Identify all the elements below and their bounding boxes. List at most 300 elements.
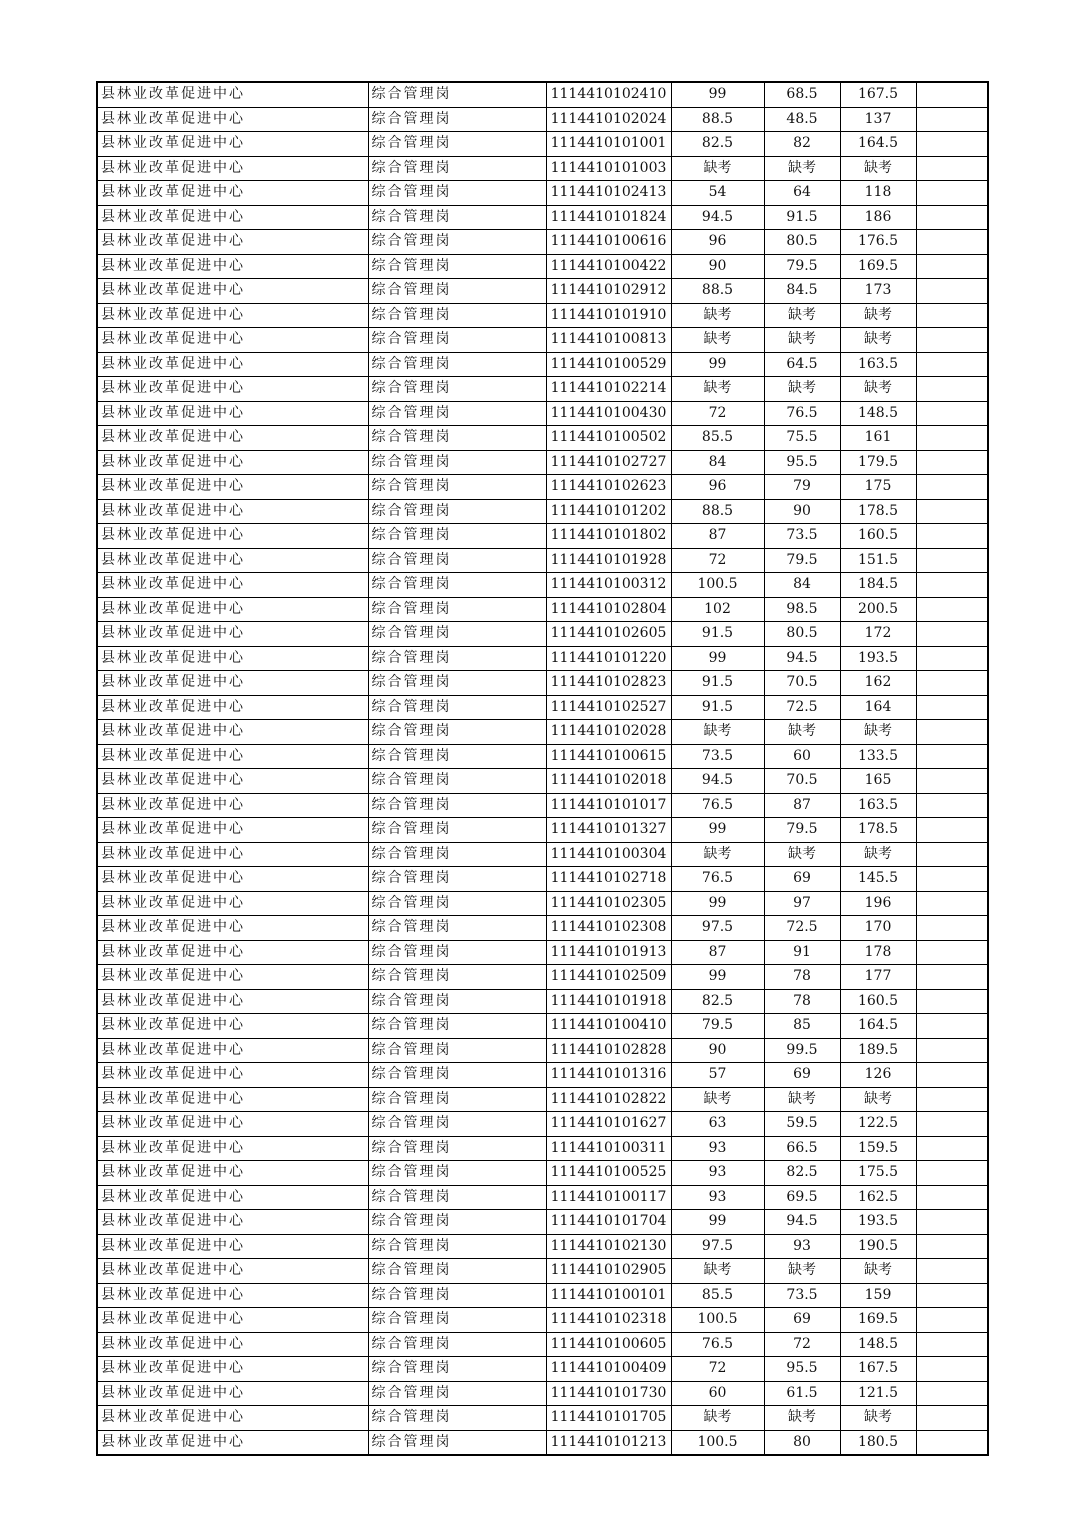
exam-id-cell: 1114410100529	[546, 352, 671, 377]
position-cell: 综合管理岗	[368, 1210, 546, 1235]
total-score-cell: 169.5	[840, 1308, 916, 1333]
total-score-cell: 148.5	[840, 1332, 916, 1357]
position-cell: 综合管理岗	[368, 1234, 546, 1259]
unit-cell: 县林业改革促进中心	[97, 548, 368, 573]
exam-id-cell: 1114410102413	[546, 181, 671, 206]
total-score-cell: 缺考	[840, 1259, 916, 1284]
remark-cell	[916, 965, 988, 990]
written-score-cell: 76.5	[671, 793, 764, 818]
table-row	[97, 1038, 988, 1063]
position-cell: 综合管理岗	[368, 720, 546, 745]
unit-cell: 县林业改革促进中心	[97, 1087, 368, 1112]
total-score-cell: 163.5	[840, 352, 916, 377]
total-score-cell: 196	[840, 891, 916, 916]
unit-cell: 县林业改革促进中心	[97, 1210, 368, 1235]
table-row	[97, 352, 988, 377]
unit-cell: 县林业改革促进中心	[97, 793, 368, 818]
table-row	[97, 1259, 988, 1284]
unit-cell: 县林业改革促进中心	[97, 303, 368, 328]
table-row	[97, 744, 988, 769]
total-score-cell: 175.5	[840, 1161, 916, 1186]
written-score-cell: 缺考	[671, 1259, 764, 1284]
remark-cell	[916, 842, 988, 867]
second-score-cell: 缺考	[764, 720, 840, 745]
second-score-cell: 缺考	[764, 1087, 840, 1112]
table-row	[97, 622, 988, 647]
written-score-cell: 79.5	[671, 1014, 764, 1039]
position-cell: 综合管理岗	[368, 1087, 546, 1112]
position-cell: 综合管理岗	[368, 867, 546, 892]
remark-cell	[916, 720, 988, 745]
remark-cell	[916, 328, 988, 353]
written-score-cell: 94.5	[671, 769, 764, 794]
total-score-cell: 175	[840, 475, 916, 500]
remark-cell	[916, 916, 988, 941]
written-score-cell: 缺考	[671, 720, 764, 745]
unit-cell: 县林业改革促进中心	[97, 1283, 368, 1308]
written-score-cell: 97.5	[671, 916, 764, 941]
exam-id-cell: 1114410102623	[546, 475, 671, 500]
unit-cell: 县林业改革促进中心	[97, 646, 368, 671]
position-cell: 综合管理岗	[368, 303, 546, 328]
written-score-cell: 100.5	[671, 1430, 764, 1455]
remark-cell	[916, 499, 988, 524]
written-score-cell: 93	[671, 1185, 764, 1210]
total-score-cell: 163.5	[840, 793, 916, 818]
table-row	[97, 1234, 988, 1259]
written-score-cell: 102	[671, 597, 764, 622]
table-row	[97, 1112, 988, 1137]
total-score-cell: 178	[840, 940, 916, 965]
total-score-cell: 118	[840, 181, 916, 206]
position-cell: 综合管理岗	[368, 548, 546, 573]
unit-cell: 县林业改革促进中心	[97, 205, 368, 230]
second-score-cell: 94.5	[764, 646, 840, 671]
position-cell: 综合管理岗	[368, 328, 546, 353]
position-cell: 综合管理岗	[368, 205, 546, 230]
remark-cell	[916, 230, 988, 255]
position-cell: 综合管理岗	[368, 793, 546, 818]
second-score-cell: 84.5	[764, 279, 840, 304]
position-cell: 综合管理岗	[368, 450, 546, 475]
table-row	[97, 1381, 988, 1406]
position-cell: 综合管理岗	[368, 1038, 546, 1063]
remark-cell	[916, 573, 988, 598]
total-score-cell: 缺考	[840, 1087, 916, 1112]
position-cell: 综合管理岗	[368, 1332, 546, 1357]
table-row	[97, 205, 988, 230]
exam-id-cell: 1114410102509	[546, 965, 671, 990]
second-score-cell: 73.5	[764, 1283, 840, 1308]
written-score-cell: 缺考	[671, 328, 764, 353]
second-score-cell: 59.5	[764, 1112, 840, 1137]
exam-id-cell: 1114410101003	[546, 156, 671, 181]
exam-id-cell: 1114410101017	[546, 793, 671, 818]
second-score-cell: 80	[764, 1430, 840, 1455]
unit-cell: 县林业改革促进中心	[97, 1357, 368, 1382]
position-cell: 综合管理岗	[368, 1161, 546, 1186]
score-table	[96, 81, 989, 1456]
written-score-cell: 82.5	[671, 132, 764, 157]
position-cell: 综合管理岗	[368, 1112, 546, 1137]
exam-id-cell: 1114410102905	[546, 1259, 671, 1284]
position-cell: 综合管理岗	[368, 1136, 546, 1161]
remark-cell	[916, 156, 988, 181]
second-score-cell: 缺考	[764, 156, 840, 181]
exam-id-cell: 1114410101928	[546, 548, 671, 573]
remark-cell	[916, 1038, 988, 1063]
exam-id-cell: 1114410102718	[546, 867, 671, 892]
position-cell: 综合管理岗	[368, 254, 546, 279]
remark-cell	[916, 793, 988, 818]
written-score-cell: 100.5	[671, 1308, 764, 1333]
table-row	[97, 377, 988, 402]
position-cell: 综合管理岗	[368, 156, 546, 181]
remark-cell	[916, 1259, 988, 1284]
total-score-cell: 173	[840, 279, 916, 304]
total-score-cell: 179.5	[840, 450, 916, 475]
unit-cell: 县林业改革促进中心	[97, 377, 368, 402]
second-score-cell: 70.5	[764, 769, 840, 794]
exam-id-cell: 1114410102318	[546, 1308, 671, 1333]
table-row	[97, 1430, 988, 1455]
written-score-cell: 72	[671, 1357, 764, 1382]
unit-cell: 县林业改革促进中心	[97, 916, 368, 941]
position-cell: 综合管理岗	[368, 401, 546, 426]
remark-cell	[916, 891, 988, 916]
unit-cell: 县林业改革促进中心	[97, 622, 368, 647]
second-score-cell: 73.5	[764, 524, 840, 549]
second-score-cell: 64	[764, 181, 840, 206]
unit-cell: 县林业改革促进中心	[97, 1406, 368, 1431]
exam-id-cell: 1114410101802	[546, 524, 671, 549]
total-score-cell: 缺考	[840, 720, 916, 745]
exam-id-cell: 1114410100616	[546, 230, 671, 255]
remark-cell	[916, 1430, 988, 1455]
total-score-cell: 172	[840, 622, 916, 647]
second-score-cell: 79	[764, 475, 840, 500]
unit-cell: 县林业改革促进中心	[97, 940, 368, 965]
position-cell: 综合管理岗	[368, 769, 546, 794]
total-score-cell: 151.5	[840, 548, 916, 573]
exam-id-cell: 1114410102822	[546, 1087, 671, 1112]
table-row	[97, 597, 988, 622]
exam-id-cell: 1114410101705	[546, 1406, 671, 1431]
position-cell: 综合管理岗	[368, 499, 546, 524]
written-score-cell: 84	[671, 450, 764, 475]
table-row	[97, 254, 988, 279]
second-score-cell: 68.5	[764, 82, 840, 107]
table-row	[97, 916, 988, 941]
second-score-cell: 91.5	[764, 205, 840, 230]
written-score-cell: 82.5	[671, 989, 764, 1014]
total-score-cell: 177	[840, 965, 916, 990]
remark-cell	[916, 377, 988, 402]
written-score-cell: 76.5	[671, 867, 764, 892]
exam-id-cell: 1114410102912	[546, 279, 671, 304]
total-score-cell: 缺考	[840, 303, 916, 328]
unit-cell: 县林业改革促进中心	[97, 1038, 368, 1063]
remark-cell	[916, 769, 988, 794]
unit-cell: 县林业改革促进中心	[97, 1381, 368, 1406]
remark-cell	[916, 867, 988, 892]
unit-cell: 县林业改革促进中心	[97, 352, 368, 377]
exam-id-cell: 1114410102214	[546, 377, 671, 402]
second-score-cell: 85	[764, 1014, 840, 1039]
unit-cell: 县林业改革促进中心	[97, 671, 368, 696]
table-row	[97, 1406, 988, 1431]
second-score-cell: 66.5	[764, 1136, 840, 1161]
total-score-cell: 159.5	[840, 1136, 916, 1161]
exam-id-cell: 1114410100605	[546, 1332, 671, 1357]
unit-cell: 县林业改革促进中心	[97, 279, 368, 304]
remark-cell	[916, 107, 988, 132]
written-score-cell: 90	[671, 254, 764, 279]
unit-cell: 县林业改革促进中心	[97, 499, 368, 524]
unit-cell: 县林业改革促进中心	[97, 401, 368, 426]
written-score-cell: 缺考	[671, 1406, 764, 1431]
second-score-cell: 48.5	[764, 107, 840, 132]
table-row	[97, 132, 988, 157]
remark-cell	[916, 1136, 988, 1161]
unit-cell: 县林业改革促进中心	[97, 181, 368, 206]
position-cell: 综合管理岗	[368, 646, 546, 671]
remark-cell	[916, 744, 988, 769]
position-cell: 综合管理岗	[368, 597, 546, 622]
table-row	[97, 1357, 988, 1382]
unit-cell: 县林业改革促进中心	[97, 891, 368, 916]
second-score-cell: 78	[764, 989, 840, 1014]
table-row	[97, 279, 988, 304]
table-row	[97, 303, 988, 328]
written-score-cell: 96	[671, 475, 764, 500]
second-score-cell: 95.5	[764, 450, 840, 475]
total-score-cell: 200.5	[840, 597, 916, 622]
remark-cell	[916, 82, 988, 107]
exam-id-cell: 1114410100525	[546, 1161, 671, 1186]
second-score-cell: 94.5	[764, 1210, 840, 1235]
table-row	[97, 1332, 988, 1357]
position-cell: 综合管理岗	[368, 107, 546, 132]
position-cell: 综合管理岗	[368, 965, 546, 990]
written-score-cell: 85.5	[671, 426, 764, 451]
position-cell: 综合管理岗	[368, 744, 546, 769]
second-score-cell: 84	[764, 573, 840, 598]
unit-cell: 县林业改革促进中心	[97, 867, 368, 892]
written-score-cell: 85.5	[671, 1283, 764, 1308]
second-score-cell: 缺考	[764, 842, 840, 867]
total-score-cell: 133.5	[840, 744, 916, 769]
remark-cell	[916, 646, 988, 671]
unit-cell: 县林业改革促进中心	[97, 132, 368, 157]
unit-cell: 县林业改革促进中心	[97, 597, 368, 622]
position-cell: 综合管理岗	[368, 1308, 546, 1333]
written-score-cell: 72	[671, 548, 764, 573]
remark-cell	[916, 1063, 988, 1088]
position-cell: 综合管理岗	[368, 940, 546, 965]
position-cell: 综合管理岗	[368, 695, 546, 720]
unit-cell: 县林业改革促进中心	[97, 107, 368, 132]
total-score-cell: 164	[840, 695, 916, 720]
table-row	[97, 1063, 988, 1088]
written-score-cell: 99	[671, 352, 764, 377]
total-score-cell: 137	[840, 107, 916, 132]
total-score-cell: 缺考	[840, 842, 916, 867]
position-cell: 综合管理岗	[368, 524, 546, 549]
written-score-cell: 99	[671, 1210, 764, 1235]
position-cell: 综合管理岗	[368, 1406, 546, 1431]
total-score-cell: 162	[840, 671, 916, 696]
remark-cell	[916, 622, 988, 647]
exam-id-cell: 1114410102410	[546, 82, 671, 107]
unit-cell: 县林业改革促进中心	[97, 82, 368, 107]
position-cell: 综合管理岗	[368, 671, 546, 696]
position-cell: 综合管理岗	[368, 842, 546, 867]
total-score-cell: 193.5	[840, 646, 916, 671]
exam-id-cell: 1114410102308	[546, 916, 671, 941]
exam-id-cell: 1114410101824	[546, 205, 671, 230]
total-score-cell: 186	[840, 205, 916, 230]
second-score-cell: 72.5	[764, 695, 840, 720]
table-row	[97, 818, 988, 843]
position-cell: 综合管理岗	[368, 1357, 546, 1382]
written-score-cell: 88.5	[671, 499, 764, 524]
second-score-cell: 79.5	[764, 818, 840, 843]
second-score-cell: 缺考	[764, 1259, 840, 1284]
exam-id-cell: 1114410100615	[546, 744, 671, 769]
exam-id-cell: 1114410101730	[546, 1381, 671, 1406]
unit-cell: 县林业改革促进中心	[97, 156, 368, 181]
written-score-cell: 99	[671, 818, 764, 843]
table-row	[97, 426, 988, 451]
total-score-cell: 184.5	[840, 573, 916, 598]
position-cell: 综合管理岗	[368, 1430, 546, 1455]
remark-cell	[916, 181, 988, 206]
exam-id-cell: 1114410101910	[546, 303, 671, 328]
remark-cell	[916, 401, 988, 426]
remark-cell	[916, 1357, 988, 1382]
second-score-cell: 79.5	[764, 254, 840, 279]
exam-id-cell: 1114410102605	[546, 622, 671, 647]
total-score-cell: 165	[840, 769, 916, 794]
second-score-cell: 缺考	[764, 328, 840, 353]
unit-cell: 县林业改革促进中心	[97, 1136, 368, 1161]
unit-cell: 县林业改革促进中心	[97, 1430, 368, 1455]
table-row	[97, 1308, 988, 1333]
total-score-cell: 缺考	[840, 1406, 916, 1431]
second-score-cell: 90	[764, 499, 840, 524]
table-row	[97, 401, 988, 426]
written-score-cell: 54	[671, 181, 764, 206]
second-score-cell: 82.5	[764, 1161, 840, 1186]
position-cell: 综合管理岗	[368, 1063, 546, 1088]
table-row	[97, 181, 988, 206]
remark-cell	[916, 1283, 988, 1308]
unit-cell: 县林业改革促进中心	[97, 1161, 368, 1186]
unit-cell: 县林业改革促进中心	[97, 1014, 368, 1039]
second-score-cell: 78	[764, 965, 840, 990]
table-row	[97, 695, 988, 720]
total-score-cell: 126	[840, 1063, 916, 1088]
exam-id-cell: 1114410101918	[546, 989, 671, 1014]
second-score-cell: 72.5	[764, 916, 840, 941]
remark-cell	[916, 254, 988, 279]
table-row	[97, 989, 988, 1014]
second-score-cell: 64.5	[764, 352, 840, 377]
total-score-cell: 170	[840, 916, 916, 941]
remark-cell	[916, 940, 988, 965]
exam-id-cell: 1114410102727	[546, 450, 671, 475]
total-score-cell: 167.5	[840, 82, 916, 107]
total-score-cell: 145.5	[840, 867, 916, 892]
written-score-cell: 99	[671, 891, 764, 916]
table-row	[97, 965, 988, 990]
remark-cell	[916, 1381, 988, 1406]
unit-cell: 县林业改革促进中心	[97, 254, 368, 279]
second-score-cell: 99.5	[764, 1038, 840, 1063]
remark-cell	[916, 1161, 988, 1186]
unit-cell: 县林业改革促进中心	[97, 818, 368, 843]
written-score-cell: 88.5	[671, 279, 764, 304]
position-cell: 综合管理岗	[368, 181, 546, 206]
table-row	[97, 1014, 988, 1039]
exam-id-cell: 1114410102018	[546, 769, 671, 794]
exam-id-cell: 1114410102804	[546, 597, 671, 622]
exam-id-cell: 1114410101213	[546, 1430, 671, 1455]
written-score-cell: 87	[671, 524, 764, 549]
written-score-cell: 99	[671, 965, 764, 990]
unit-cell: 县林业改革促进中心	[97, 524, 368, 549]
exam-id-cell: 1114410100430	[546, 401, 671, 426]
unit-cell: 县林业改革促进中心	[97, 1259, 368, 1284]
score-table-body	[97, 82, 988, 1455]
second-score-cell: 69	[764, 1308, 840, 1333]
position-cell: 综合管理岗	[368, 377, 546, 402]
exam-id-cell: 1114410100409	[546, 1357, 671, 1382]
position-cell: 综合管理岗	[368, 82, 546, 107]
written-score-cell: 57	[671, 1063, 764, 1088]
second-score-cell: 82	[764, 132, 840, 157]
unit-cell: 县林业改革促进中心	[97, 1308, 368, 1333]
second-score-cell: 61.5	[764, 1381, 840, 1406]
total-score-cell: 121.5	[840, 1381, 916, 1406]
second-score-cell: 76.5	[764, 401, 840, 426]
exam-id-cell: 1114410102527	[546, 695, 671, 720]
total-score-cell: 缺考	[840, 377, 916, 402]
table-row	[97, 867, 988, 892]
table-row	[97, 793, 988, 818]
exam-id-cell: 1114410102028	[546, 720, 671, 745]
second-score-cell: 98.5	[764, 597, 840, 622]
position-cell: 综合管理岗	[368, 573, 546, 598]
position-cell: 综合管理岗	[368, 622, 546, 647]
table-row	[97, 1185, 988, 1210]
remark-cell	[916, 1332, 988, 1357]
total-score-cell: 178.5	[840, 818, 916, 843]
second-score-cell: 79.5	[764, 548, 840, 573]
position-cell: 综合管理岗	[368, 426, 546, 451]
total-score-cell: 164.5	[840, 132, 916, 157]
written-score-cell: 93	[671, 1136, 764, 1161]
written-score-cell: 60	[671, 1381, 764, 1406]
written-score-cell: 缺考	[671, 377, 764, 402]
total-score-cell: 189.5	[840, 1038, 916, 1063]
exam-id-cell: 1114410100311	[546, 1136, 671, 1161]
written-score-cell: 94.5	[671, 205, 764, 230]
position-cell: 综合管理岗	[368, 1381, 546, 1406]
unit-cell: 县林业改革促进中心	[97, 744, 368, 769]
table-row	[97, 573, 988, 598]
